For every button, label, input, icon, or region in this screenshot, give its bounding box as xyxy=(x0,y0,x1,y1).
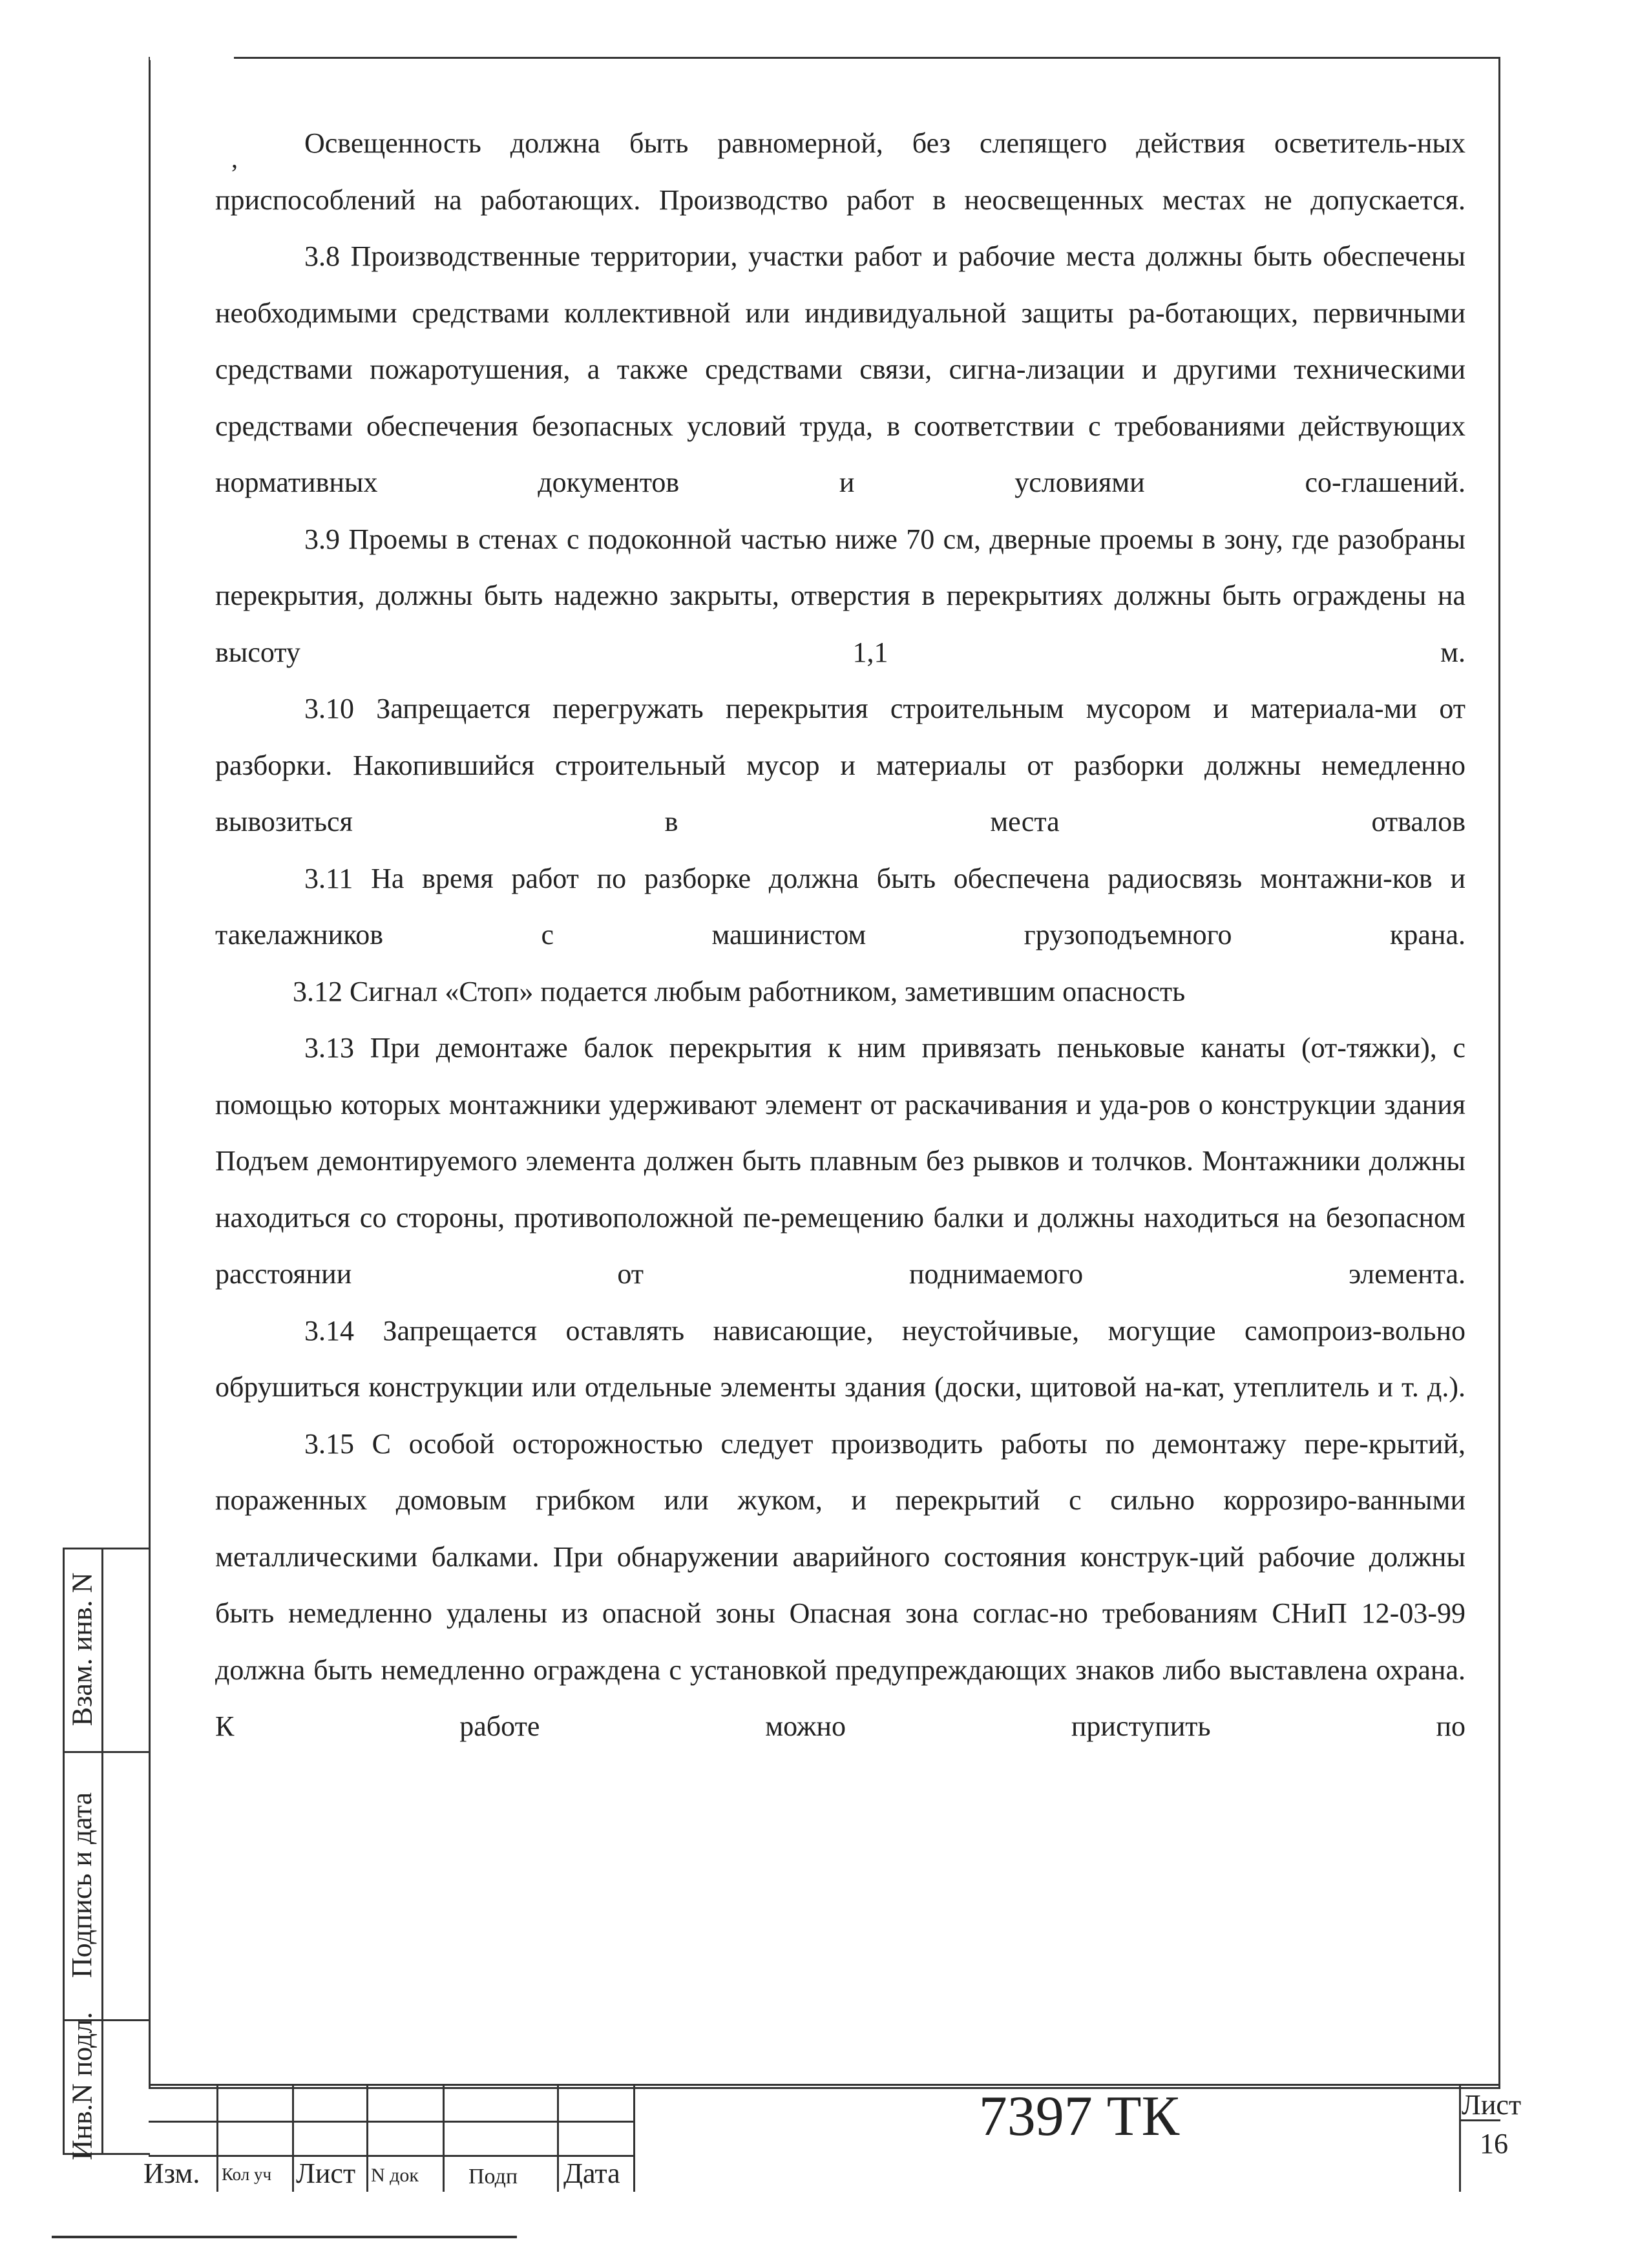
vzam-inv-label: Взам. инв. N xyxy=(66,1572,98,1727)
izm-label: Изм. xyxy=(143,2158,200,2189)
list-label: Лист xyxy=(296,2158,356,2189)
side-stamp xyxy=(63,1548,150,2161)
bottom-rule xyxy=(52,2236,517,2238)
n-dok-label: N док xyxy=(371,2165,419,2186)
stray-mark: , xyxy=(231,144,238,173)
document-code: 7397 ТК xyxy=(978,2085,1180,2148)
paragraph-3-15: 3.15 С особой осторожностью следует производить работы по демонтажу пере-крытий, пораженных домовым грибком или жуком, и перекрытий с сильно коррозиро-ванными металлическими балками. При обнаружении аварийного состояния конструк-ций рабочие должны быть немедленно удалены из опасной зоны Опасная зона соглас-но требованиям СНиП 12-03-99 должна быть немедленно ограждена с установкой предупреждающих знаков либо выставлена охрана. К работе можно приступить по xyxy=(215,1427,1465,1742)
paragraph-3-11: 3.11 На время работ по разборке должна быть обеспечена радиосвязь монтажни-ков и такелажников с машинистом грузоподъемного крана. xyxy=(215,862,1465,950)
data-label: Дата xyxy=(563,2158,620,2189)
paragraph-illumination: Освещенность должна быть равномерной, без слепящего действия осветитель-ных приспособлений на работающих. Производство работ в неосвещенных местах не допускается. xyxy=(215,127,1465,216)
podp-label: Подп xyxy=(468,2165,518,2189)
kol-uch-label: Кол уч xyxy=(222,2165,272,2184)
paragraph-3-9: 3.9 Проемы в стенах с подоконной частью ниже 70 см, дверные проемы в зону, где разобраны перекрытия, должны быть надежно закрыты, отверстия в перекрытиях должны быть ограждены на высоту 1,1 м. xyxy=(215,523,1465,668)
paragraph-3-14: 3.14 Запрещается оставлять нависающие, неустойчивые, могущие самопроиз-вольно обрушиться конструкции или отдельные элементы здания (доски, щитовой на-кат, утеплитель и т. д.). xyxy=(215,1314,1465,1403)
paragraph-3-12: 3.12 Сигнал «Стоп» подается любым работником, заметившим опасность xyxy=(293,975,1186,1007)
paragraph-3-13: 3.13 При демонтаже балок перекрытия к ним привязать пеньковые канаты (от-тяжки), с помощью которых монтажники удерживают элемент от раскачивания и уда-ров о конструкции здания Подъем демонтируемого элемента должен быть плавным без рывков и толчков. Монтажники должны находиться со стороны, противоположной пе-ремещению балки и должны находиться на безопасном расстоянии от поднимаемого элемента. xyxy=(215,1032,1465,1290)
paragraph-3-10: 3.10 Запрещается перегружать перекрытия строительным мусором и материала-ми от разборки. Накопившийся строительный мусор и материалы от разборки должны немедленно вывозиться в места отвалов xyxy=(215,693,1465,837)
sheet-label: Лист xyxy=(1462,2089,1522,2121)
document-body xyxy=(215,115,1465,1755)
sheet-number: 16 xyxy=(1480,2128,1508,2159)
podpis-data-label: Подпись и дата xyxy=(66,1792,98,1979)
inv-podl-label: Инв.N подл. xyxy=(66,2011,98,2161)
paragraph-3-8: 3.8 Производственные территории, участки работ и рабочие места должны быть обеспечены необходимыми средствами коллективной или индивидуальной защиты ра-ботающих, первичными средствами пожаротушения, а также средствами связи, сигна-лизации и другими техническими средствами обеспечения безопасных условий труда, в соответствии с требованиями действующих нормативных документов и условиями со-глашений. xyxy=(215,240,1465,498)
